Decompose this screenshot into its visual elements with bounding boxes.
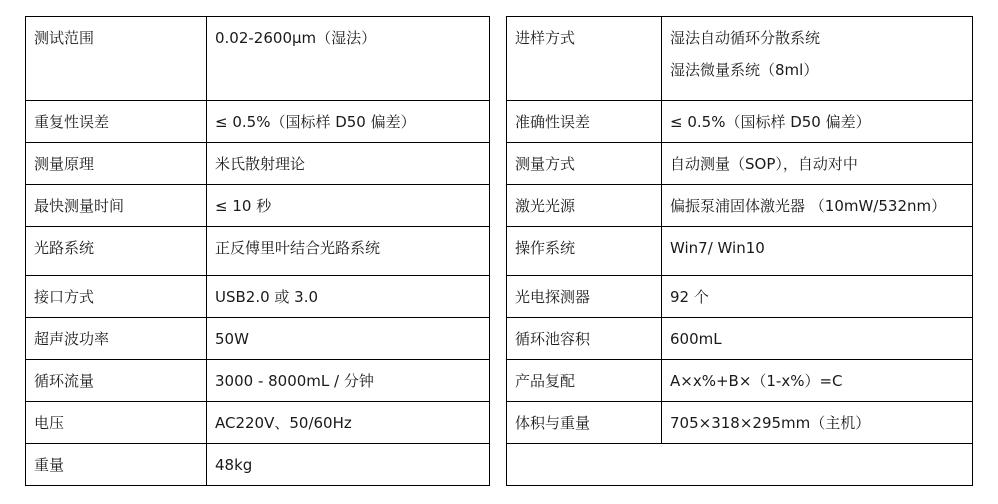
table-row [26, 17, 490, 101]
table-row [26, 318, 490, 360]
table-row [507, 276, 973, 318]
table-row [26, 276, 490, 318]
spec-value-cell [662, 17, 973, 101]
spec-label: 光电探测器 [507, 276, 662, 318]
table-row [507, 318, 973, 360]
spec-label: 光路系统 [26, 227, 207, 276]
spec-value: ≤ 0.5%（国标样 D50 偏差） [207, 101, 490, 143]
spec-label: 准确性误差 [507, 101, 662, 143]
table-row [26, 101, 490, 143]
left-spec-table [25, 16, 490, 486]
spec-value: ≤ 10 秒 [207, 185, 490, 227]
spec-value-line2: 湿法微量系统（8ml） [670, 61, 819, 79]
table-row [507, 402, 973, 444]
table-row [26, 444, 490, 486]
spec-value: USB2.0 或 3.0 [207, 276, 490, 318]
spec-value: 正反傅里叶结合光路系统 [207, 227, 490, 276]
spec-label: 循环池容积 [507, 318, 662, 360]
table-row [26, 402, 490, 444]
spec-value: 自动测量（SOP），自动对中 [662, 143, 973, 185]
spec-label: 测量方式 [507, 143, 662, 185]
spec-value: 48kg [207, 444, 490, 486]
table-row [26, 360, 490, 402]
table-row [507, 143, 973, 185]
table-row [507, 185, 973, 227]
spec-value: Win7/ Win10 [662, 227, 973, 276]
spec-label: 最快测量时间 [26, 185, 207, 227]
spec-value: 50W [207, 318, 490, 360]
spec-label: 超声波功率 [26, 318, 207, 360]
spec-value: 92 个 [662, 276, 973, 318]
spec-label: 循环流量 [26, 360, 207, 402]
table-row-empty [507, 444, 973, 486]
spec-label: 激光光源 [507, 185, 662, 227]
spec-value: 3000 - 8000mL / 分钟 [207, 360, 490, 402]
spec-value: 600mL [662, 318, 973, 360]
spec-value: 湿法自动循环分散系统 [670, 29, 821, 47]
spec-label: 产品复配 [507, 360, 662, 402]
spec-value: 偏振泵浦固体激光器 （10mW/532nm） [662, 185, 973, 227]
spec-label: 重复性误差 [26, 101, 207, 143]
table-row [507, 360, 973, 402]
right-spec-table [506, 16, 973, 486]
spec-label: 测试范围 [26, 17, 207, 101]
spec-value: 705×318×295mm（主机） [662, 402, 973, 444]
spec-label: 操作系统 [507, 227, 662, 276]
spec-label: 体积与重量 [507, 402, 662, 444]
spec-value: 0.02-2600μm（湿法） [207, 17, 490, 101]
spec-label: 重量 [26, 444, 207, 486]
spec-label: 电压 [26, 402, 207, 444]
table-row [507, 227, 973, 276]
spec-label: 接口方式 [26, 276, 207, 318]
table-row [26, 143, 490, 185]
spec-label: 进样方式 [507, 17, 662, 101]
spec-value: A×x%+B×（1-x%）=C [662, 360, 973, 402]
spec-value: 米氏散射理论 [207, 143, 490, 185]
table-row [507, 17, 973, 101]
spec-label: 测量原理 [26, 143, 207, 185]
table-row [507, 101, 973, 143]
spec-value: ≤ 0.5%（国标样 D50 偏差） [662, 101, 973, 143]
empty-cell [507, 444, 973, 486]
table-row [26, 185, 490, 227]
spec-value: AC220V、50/60Hz [207, 402, 490, 444]
table-row [26, 227, 490, 276]
